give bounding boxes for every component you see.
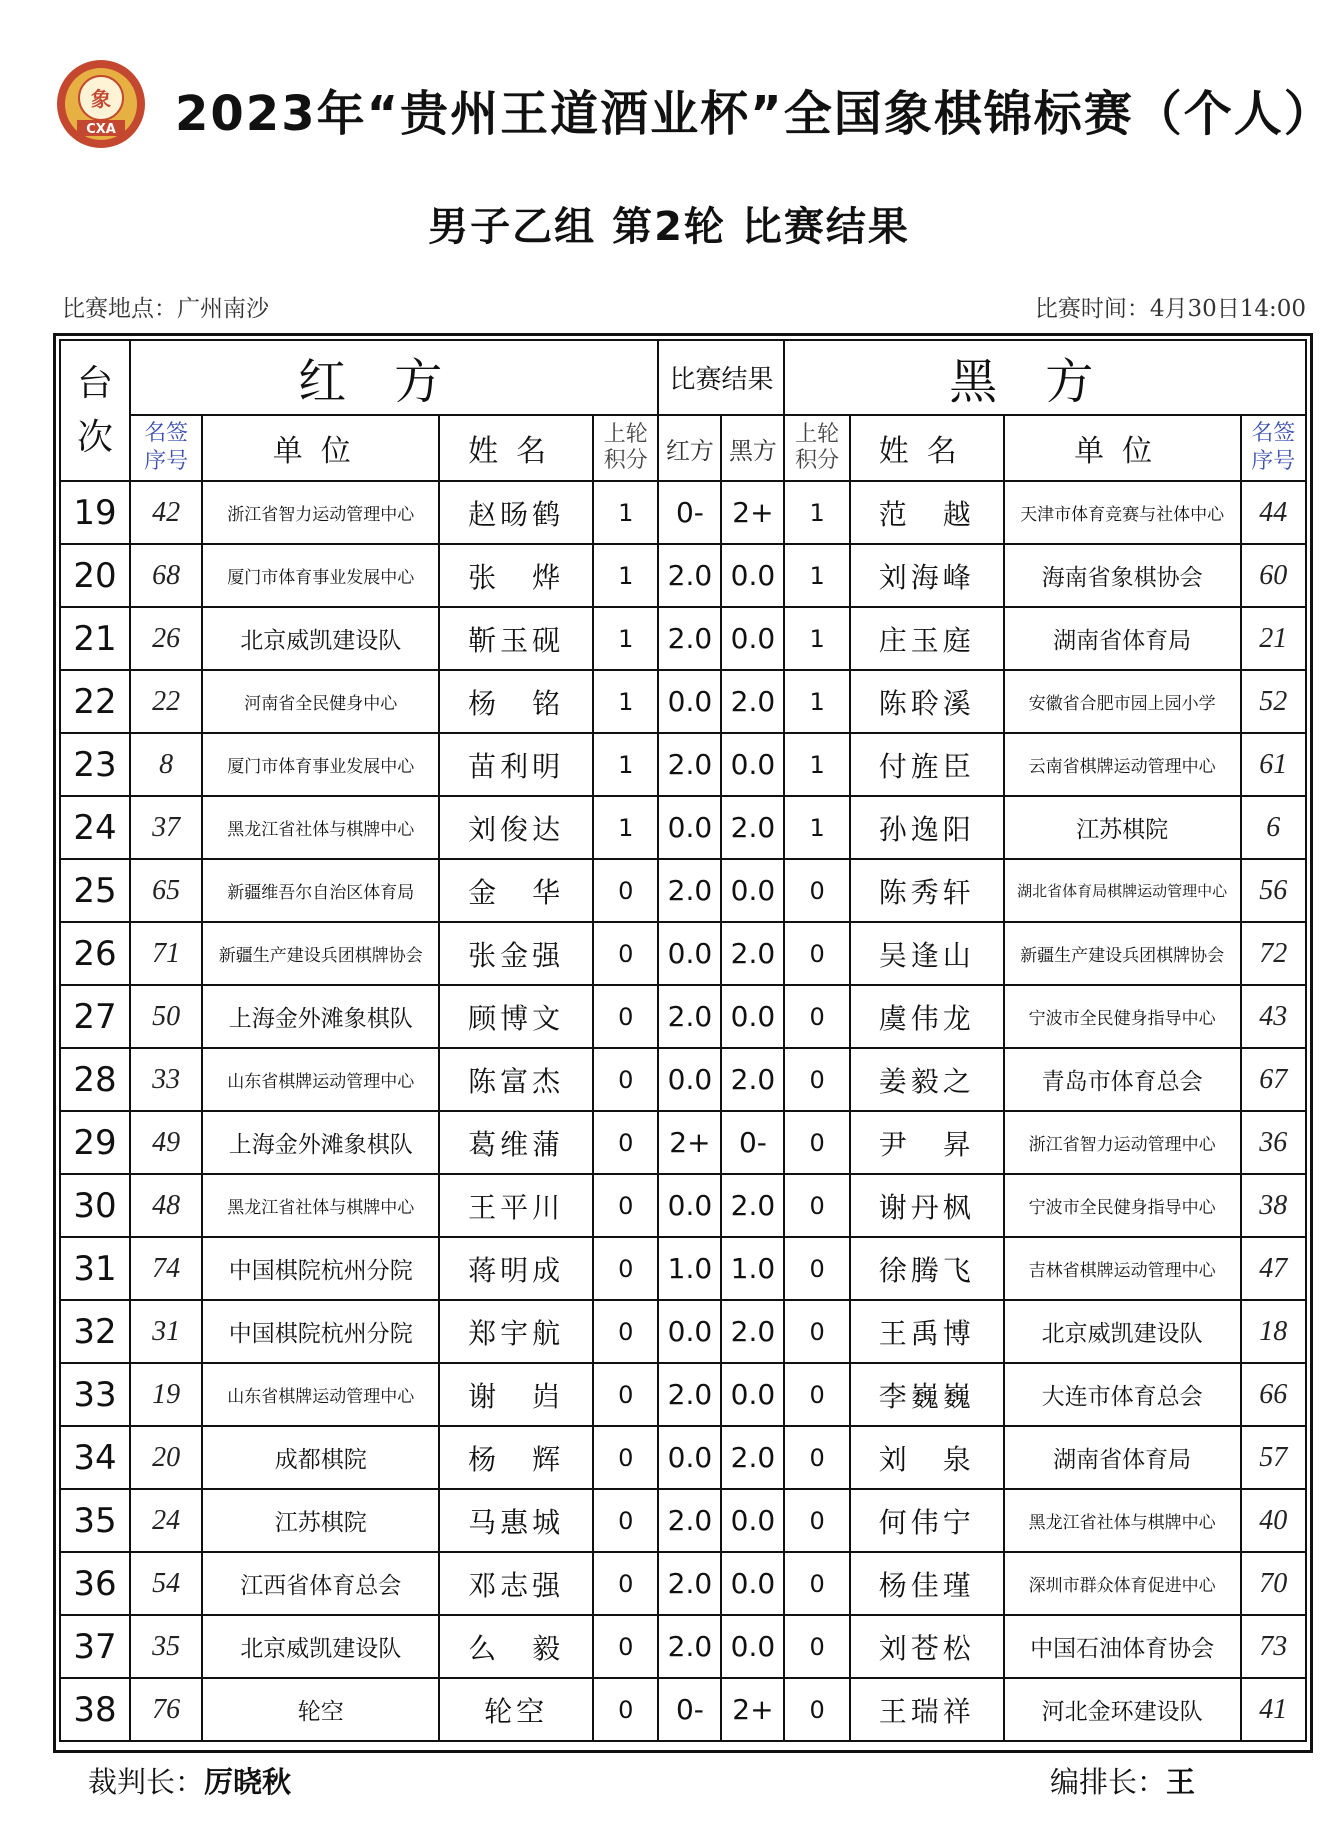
red-result-cell: 2.0 (658, 1489, 721, 1552)
black-name-cell: 刘海峰 (850, 544, 1004, 607)
red-result-cell: 0.0 (658, 1048, 721, 1111)
table-row (60, 1489, 1306, 1552)
red-unit-cell: 中国棋院杭州分院 (202, 1300, 439, 1363)
table-row (60, 481, 1306, 544)
black-result-cell: 0.0 (721, 1615, 784, 1678)
red-name-cell: 赵旸鹤 (439, 481, 593, 544)
black-seq-cell: 47 (1241, 1237, 1306, 1300)
black-points-cell: 0 (784, 1615, 849, 1678)
black-points-cell: 0 (784, 1363, 849, 1426)
table-row (60, 670, 1306, 733)
red-result-cell: 2.0 (658, 544, 721, 607)
table-row (60, 1300, 1306, 1363)
black-name-cell: 陈聆溪 (850, 670, 1004, 733)
arranger-label: 编排长： (1050, 1765, 1167, 1799)
table-no-cell: 21 (60, 607, 130, 670)
red-result-cell: 0.0 (658, 670, 721, 733)
black-name-cell: 姜毅之 (850, 1048, 1004, 1111)
black-points-cell: 1 (784, 544, 849, 607)
black-result-cell: 2.0 (721, 1174, 784, 1237)
black-result-cell: 2.0 (721, 1300, 784, 1363)
red-result-cell: 0.0 (658, 1174, 721, 1237)
black-unit-cell: 大连市体育总会 (1004, 1363, 1241, 1426)
red-unit-cell: 北京威凯建设队 (202, 607, 439, 670)
table-no-cell: 35 (60, 1489, 130, 1552)
black-result-cell: 0.0 (721, 607, 784, 670)
red-unit-cell: 成都棋院 (202, 1426, 439, 1489)
table-no-cell: 34 (60, 1426, 130, 1489)
black-unit-cell: 浙江省智力运动管理中心 (1004, 1111, 1241, 1174)
black-name-cell: 王禹博 (850, 1300, 1004, 1363)
black-seq-cell: 52 (1241, 670, 1306, 733)
black-points-cell: 0 (784, 922, 849, 985)
red-result-cell: 0.0 (658, 1300, 721, 1363)
black-result-cell: 2.0 (721, 1426, 784, 1489)
red-unit-cell: 轮空 (202, 1678, 439, 1741)
black-result-cell: 0- (721, 1111, 784, 1174)
red-name-cell: 陈富杰 (439, 1048, 593, 1111)
red-unit-cell: 北京威凯建设队 (202, 1615, 439, 1678)
table-row (60, 544, 1306, 607)
black-unit-cell: 吉林省棋牌运动管理中心 (1004, 1237, 1241, 1300)
red-seq-cell: 31 (130, 1300, 202, 1363)
black-seq-cell: 56 (1241, 859, 1306, 922)
red-points-cell: 0 (593, 1111, 658, 1174)
venue-label: 比赛地点：广州南沙 (62, 296, 269, 322)
red-name-cell: 杨 铭 (439, 670, 593, 733)
red-unit-cell: 厦门市体育事业发展中心 (202, 733, 439, 796)
black-result-cell: 0.0 (721, 1489, 784, 1552)
red-name-header: 姓名 (439, 415, 593, 481)
black-unit-cell: 深圳市群众体育促进中心 (1004, 1552, 1241, 1615)
black-result-cell: 0.0 (721, 544, 784, 607)
black-points-cell: 1 (784, 481, 849, 544)
black-name-header: 姓名 (850, 415, 1004, 481)
table-no-cell: 27 (60, 985, 130, 1048)
black-unit-cell: 新疆生产建设兵团棋牌协会 (1004, 922, 1241, 985)
page-subtitle: 男子乙组 第2轮 比赛结果 (428, 204, 910, 250)
red-seq-cell: 26 (130, 607, 202, 670)
red-unit-cell: 山东省棋牌运动管理中心 (202, 1048, 439, 1111)
black-result-cell: 2.0 (721, 670, 784, 733)
black-unit-cell: 湖南省体育局 (1004, 607, 1241, 670)
black-unit-cell: 黑龙江省社体与棋牌中心 (1004, 1489, 1241, 1552)
red-points-cell: 0 (593, 1300, 658, 1363)
red-unit-cell: 中国棋院杭州分院 (202, 1237, 439, 1300)
red-name-cell: 轮空 (439, 1678, 593, 1741)
black-seq-cell: 60 (1241, 544, 1306, 607)
red-result-cell: 2.0 (658, 859, 721, 922)
red-result-cell: 2.0 (658, 985, 721, 1048)
red-result-cell: 0- (658, 1678, 721, 1741)
red-points-cell: 0 (593, 1678, 658, 1741)
red-result-cell: 0- (658, 481, 721, 544)
referee-credit (88, 1760, 291, 1801)
red-points-cell: 1 (593, 733, 658, 796)
red-unit-cell: 新疆生产建设兵团棋牌协会 (202, 922, 439, 985)
red-seq-cell: 68 (130, 544, 202, 607)
table-row (60, 1552, 1306, 1615)
red-points-cell: 1 (593, 607, 658, 670)
red-seq-cell: 50 (130, 985, 202, 1048)
black-seq-cell: 40 (1241, 1489, 1306, 1552)
red-unit-cell: 江苏棋院 (202, 1489, 439, 1552)
red-name-cell: 郑宇航 (439, 1300, 593, 1363)
table-row (60, 1426, 1306, 1489)
table-row (60, 922, 1306, 985)
black-unit-cell: 中国石油体育协会 (1004, 1615, 1241, 1678)
results-body (60, 481, 1306, 1741)
black-unit-cell: 湖南省体育局 (1004, 1426, 1241, 1489)
red-name-cell: 苗利明 (439, 733, 593, 796)
black-side-header: 黑方 (784, 340, 1306, 415)
black-points-cell: 0 (784, 1237, 849, 1300)
table-no-cell: 33 (60, 1363, 130, 1426)
black-unit-cell: 湖北省体育局棋牌运动管理中心 (1004, 859, 1241, 922)
red-points-cell: 1 (593, 481, 658, 544)
red-points-cell: 0 (593, 1615, 658, 1678)
table-no-cell: 20 (60, 544, 130, 607)
table-no-cell: 30 (60, 1174, 130, 1237)
black-points-cell: 0 (784, 859, 849, 922)
red-points-cell: 1 (593, 670, 658, 733)
black-unit-cell: 云南省棋牌运动管理中心 (1004, 733, 1241, 796)
black-seq-cell: 67 (1241, 1048, 1306, 1111)
table-row (60, 985, 1306, 1048)
table-no-cell: 29 (60, 1111, 130, 1174)
black-seq-cell: 38 (1241, 1174, 1306, 1237)
black-name-cell: 孙逸阳 (850, 796, 1004, 859)
red-result-cell: 2.0 (658, 1615, 721, 1678)
red-name-cell: 么 毅 (439, 1615, 593, 1678)
black-name-cell: 杨佳瑾 (850, 1552, 1004, 1615)
red-points-cell: 0 (593, 1426, 658, 1489)
red-result-cell: 2.0 (658, 733, 721, 796)
red-side-header: 红方 (130, 340, 658, 415)
table-row (60, 1048, 1306, 1111)
red-name-cell: 金 华 (439, 859, 593, 922)
black-name-cell: 何伟宁 (850, 1489, 1004, 1552)
red-result-cell: 0.0 (658, 796, 721, 859)
black-seq-cell: 21 (1241, 607, 1306, 670)
black-points-cell: 0 (784, 1552, 849, 1615)
black-seq-cell: 72 (1241, 922, 1306, 985)
black-name-cell: 刘 泉 (850, 1426, 1004, 1489)
red-unit-cell: 山东省棋牌运动管理中心 (202, 1363, 439, 1426)
black-result-header: 黑方 (721, 415, 784, 481)
black-unit-cell: 海南省象棋协会 (1004, 544, 1241, 607)
table-no-cell: 25 (60, 859, 130, 922)
black-name-cell: 谢丹枫 (850, 1174, 1004, 1237)
red-points-cell: 0 (593, 922, 658, 985)
red-name-cell: 王平川 (439, 1174, 593, 1237)
red-seq-cell: 49 (130, 1111, 202, 1174)
black-points-cell: 1 (784, 733, 849, 796)
logo-text: CXA (86, 122, 116, 137)
arranger-credit (1050, 1760, 1195, 1801)
red-seq-cell: 20 (130, 1426, 202, 1489)
red-name-cell: 靳玉砚 (439, 607, 593, 670)
black-result-cell: 1.0 (721, 1237, 784, 1300)
svg-text:象: 象 (91, 87, 111, 111)
table-row (60, 796, 1306, 859)
red-name-cell: 马惠城 (439, 1489, 593, 1552)
black-result-cell: 0.0 (721, 859, 784, 922)
red-seq-header: 名签 序号 (130, 415, 202, 481)
red-result-cell: 0.0 (658, 922, 721, 985)
table-row (60, 1111, 1306, 1174)
black-name-cell: 徐腾飞 (850, 1237, 1004, 1300)
table-row (60, 1678, 1306, 1741)
black-points-cell: 0 (784, 1174, 849, 1237)
red-name-cell: 邓志强 (439, 1552, 593, 1615)
table-row (60, 1237, 1306, 1300)
red-result-cell: 2.0 (658, 1363, 721, 1426)
results-table (59, 339, 1307, 1742)
red-points-cell: 0 (593, 1048, 658, 1111)
black-unit-cell: 北京威凯建设队 (1004, 1300, 1241, 1363)
red-seq-cell: 54 (130, 1552, 202, 1615)
black-points-cell: 0 (784, 1048, 849, 1111)
table-no-cell: 32 (60, 1300, 130, 1363)
black-unit-cell: 河北金环建设队 (1004, 1678, 1241, 1741)
black-seq-cell: 6 (1241, 796, 1306, 859)
black-name-cell: 刘苍松 (850, 1615, 1004, 1678)
table-row (60, 733, 1306, 796)
black-seq-cell: 66 (1241, 1363, 1306, 1426)
black-name-cell: 虞伟龙 (850, 985, 1004, 1048)
red-points-cell: 0 (593, 985, 658, 1048)
red-result-header: 红方 (658, 415, 721, 481)
red-points-cell: 0 (593, 1363, 658, 1426)
black-unit-cell: 宁波市全民健身指导中心 (1004, 1174, 1241, 1237)
red-result-cell: 0.0 (658, 1426, 721, 1489)
black-seq-cell: 57 (1241, 1426, 1306, 1489)
black-result-cell: 0.0 (721, 1363, 784, 1426)
red-unit-cell: 浙江省智力运动管理中心 (202, 481, 439, 544)
black-unit-cell: 青岛市体育总会 (1004, 1048, 1241, 1111)
red-points-cell: 1 (593, 796, 658, 859)
black-seq-cell: 18 (1241, 1300, 1306, 1363)
black-result-cell: 2+ (721, 1678, 784, 1741)
black-name-cell: 尹 昇 (850, 1111, 1004, 1174)
red-seq-cell: 37 (130, 796, 202, 859)
cxa-logo (55, 58, 147, 150)
black-name-cell: 吴逢山 (850, 922, 1004, 985)
red-seq-cell: 35 (130, 1615, 202, 1678)
black-result-cell: 0.0 (721, 985, 784, 1048)
black-result-cell: 0.0 (721, 733, 784, 796)
black-name-cell: 王瑞祥 (850, 1678, 1004, 1741)
black-result-cell: 2.0 (721, 796, 784, 859)
black-name-cell: 范 越 (850, 481, 1004, 544)
red-points-cell: 0 (593, 1237, 658, 1300)
time-label: 比赛时间：4月30日14:00 (1034, 296, 1306, 322)
black-name-cell: 陈秀轩 (850, 859, 1004, 922)
results-table-frame (53, 333, 1313, 1753)
black-seq-cell: 44 (1241, 481, 1306, 544)
red-name-cell: 葛维蒲 (439, 1111, 593, 1174)
red-seq-cell: 42 (130, 481, 202, 544)
table-row (60, 1615, 1306, 1678)
red-seq-cell: 8 (130, 733, 202, 796)
page-title: 2023年“贵州王道酒业杯”全国象棋锦标赛（个人） (175, 86, 1334, 142)
black-seq-header: 名签 序号 (1241, 415, 1306, 481)
red-unit-header: 单位 (202, 415, 439, 481)
red-name-cell: 顾博文 (439, 985, 593, 1048)
black-points-cell: 0 (784, 1489, 849, 1552)
table-no-cell: 31 (60, 1237, 130, 1300)
red-unit-cell: 新疆维吾尔自治区体育局 (202, 859, 439, 922)
black-points-cell: 1 (784, 670, 849, 733)
red-points-cell: 0 (593, 1552, 658, 1615)
black-name-cell: 付旌臣 (850, 733, 1004, 796)
red-points-cell: 0 (593, 859, 658, 922)
red-name-cell: 杨 辉 (439, 1426, 593, 1489)
black-seq-cell: 43 (1241, 985, 1306, 1048)
red-unit-cell: 黑龙江省社体与棋牌中心 (202, 1174, 439, 1237)
red-unit-cell: 上海金外滩象棋队 (202, 985, 439, 1048)
red-seq-cell: 19 (130, 1363, 202, 1426)
black-seq-cell: 41 (1241, 1678, 1306, 1741)
red-result-cell: 1.0 (658, 1237, 721, 1300)
referee-name: 厉晓秋 (204, 1765, 292, 1799)
black-points-cell: 0 (784, 985, 849, 1048)
table-no-header: 台 次 (60, 340, 130, 481)
black-result-cell: 2.0 (721, 1048, 784, 1111)
red-unit-cell: 上海金外滩象棋队 (202, 1111, 439, 1174)
table-no-cell: 19 (60, 481, 130, 544)
black-unit-cell: 天津市体育竞赛与社体中心 (1004, 481, 1241, 544)
black-name-cell: 庄玉庭 (850, 607, 1004, 670)
red-name-cell: 张 烨 (439, 544, 593, 607)
black-unit-cell: 安徽省合肥市园上园小学 (1004, 670, 1241, 733)
red-points-header: 上轮 积分 (593, 415, 658, 481)
red-unit-cell: 江西省体育总会 (202, 1552, 439, 1615)
table-no-cell: 38 (60, 1678, 130, 1741)
black-seq-cell: 61 (1241, 733, 1306, 796)
red-result-cell: 2.0 (658, 1552, 721, 1615)
result-header: 比赛结果 (658, 340, 784, 415)
red-result-cell: 2+ (658, 1111, 721, 1174)
black-points-cell: 0 (784, 1300, 849, 1363)
table-no-cell: 28 (60, 1048, 130, 1111)
table-no-cell: 37 (60, 1615, 130, 1678)
red-points-cell: 1 (593, 544, 658, 607)
red-points-cell: 0 (593, 1174, 658, 1237)
table-no-cell: 26 (60, 922, 130, 985)
black-result-cell: 0.0 (721, 1552, 784, 1615)
red-seq-cell: 65 (130, 859, 202, 922)
table-no-cell: 36 (60, 1552, 130, 1615)
red-unit-cell: 厦门市体育事业发展中心 (202, 544, 439, 607)
black-points-cell: 1 (784, 607, 849, 670)
black-points-cell: 1 (784, 796, 849, 859)
black-result-cell: 2+ (721, 481, 784, 544)
table-no-cell: 24 (60, 796, 130, 859)
black-points-cell: 0 (784, 1426, 849, 1489)
red-seq-cell: 24 (130, 1489, 202, 1552)
black-seq-cell: 73 (1241, 1615, 1306, 1678)
red-unit-cell: 黑龙江省社体与棋牌中心 (202, 796, 439, 859)
black-name-cell: 李巍巍 (850, 1363, 1004, 1426)
red-seq-cell: 74 (130, 1237, 202, 1300)
black-unit-header: 单位 (1004, 415, 1241, 481)
red-name-cell: 刘俊达 (439, 796, 593, 859)
table-row (60, 859, 1306, 922)
red-name-cell: 谢 岿 (439, 1363, 593, 1426)
table-row (60, 1174, 1306, 1237)
black-result-cell: 2.0 (721, 922, 784, 985)
red-seq-cell: 22 (130, 670, 202, 733)
table-row (60, 1363, 1306, 1426)
black-seq-cell: 70 (1241, 1552, 1306, 1615)
red-name-cell: 张金强 (439, 922, 593, 985)
red-result-cell: 2.0 (658, 607, 721, 670)
black-points-cell: 0 (784, 1678, 849, 1741)
black-unit-cell: 江苏棋院 (1004, 796, 1241, 859)
red-seq-cell: 71 (130, 922, 202, 985)
red-seq-cell: 76 (130, 1678, 202, 1741)
referee-label: 裁判长： (88, 1765, 205, 1799)
red-seq-cell: 33 (130, 1048, 202, 1111)
black-points-cell: 0 (784, 1111, 849, 1174)
red-unit-cell: 河南省全民健身中心 (202, 670, 439, 733)
black-unit-cell: 宁波市全民健身指导中心 (1004, 985, 1241, 1048)
black-points-header: 上轮 积分 (784, 415, 849, 481)
red-points-cell: 0 (593, 1489, 658, 1552)
red-seq-cell: 48 (130, 1174, 202, 1237)
table-no-cell: 22 (60, 670, 130, 733)
table-row (60, 607, 1306, 670)
arranger-name: 王 (1166, 1765, 1196, 1799)
table-no-cell: 23 (60, 733, 130, 796)
red-name-cell: 蒋明成 (439, 1237, 593, 1300)
black-seq-cell: 36 (1241, 1111, 1306, 1174)
